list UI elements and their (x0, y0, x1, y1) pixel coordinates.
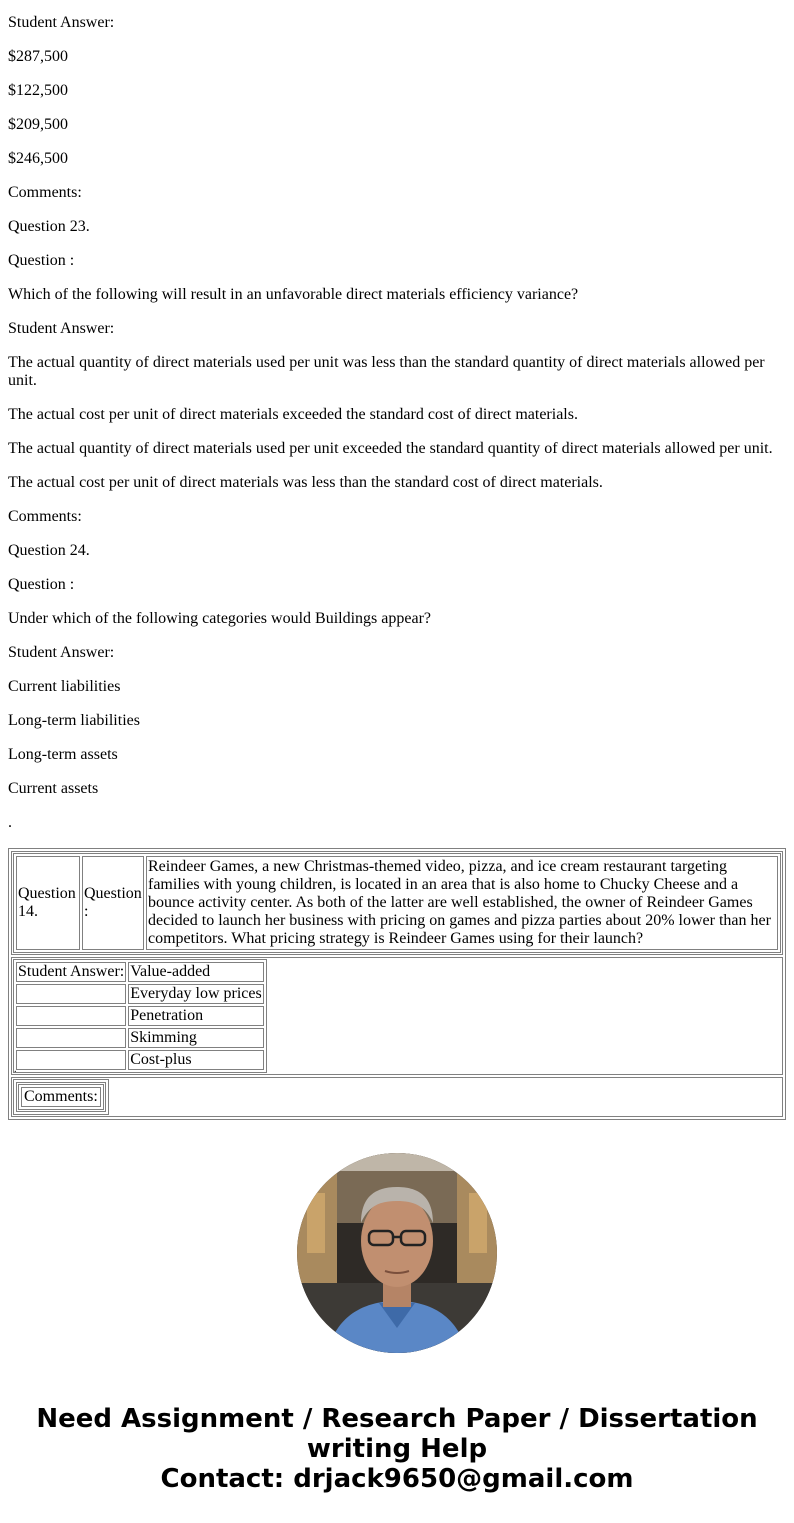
text-line: Student Answer: (8, 14, 115, 31)
answer-option: $287,500 (8, 48, 68, 65)
answer-option: Cost-plus (128, 1050, 264, 1070)
comments-cell (11, 1077, 783, 1117)
question-text: Reindeer Games, a new Christmas-themed video, pizza, and ice cream restaurant targeting families with young children, is located in an area that is also home to Chucky Cheese and a bounce activity center. As both of the latter are well established, the owner of Reindeer Games decided to launch her business with pricing on games and pizza parties about 20% lower than her competitors. What pricing strategy is Reindeer Games using for their launch? (146, 856, 778, 950)
answer-option: Value-added (128, 962, 264, 982)
empty-cell (16, 1006, 126, 1026)
answer-option: Everyday low prices (130, 985, 262, 1002)
answer-cell (11, 957, 783, 1075)
question-text: Which of the following will result in an unfavorable direct materials efficiency variance? (8, 286, 579, 303)
question-text: Under which of the following categories would Buildings appear? (8, 610, 431, 627)
answer-option: Long-term assets (8, 746, 118, 763)
answer-option: The actual quantity of direct materials used per unit exceeded the standard quantity of direct materials allowed per unit. (8, 440, 773, 457)
question-number: Question 24. (8, 542, 90, 559)
question-label: Question : (8, 252, 75, 269)
answer-option: Skimming (128, 1028, 264, 1048)
answer-option: $246,500 (8, 150, 68, 167)
question-header-table (13, 853, 781, 953)
student-answer-label: Student Answer: (18, 963, 125, 980)
empty-cell (16, 984, 126, 1004)
separator-dot: . (14, 1064, 17, 1075)
answer-option: Long-term liabilities (8, 712, 140, 729)
question-number: Question 23. (8, 218, 90, 235)
comments-label: Comments: (8, 508, 82, 525)
footer-headline: Need Assignment / Research Paper / Dissertation writing Help (36, 1404, 758, 1464)
question-label: Question : (8, 576, 75, 593)
footer-contact: Contact: drjack9650@gmail.com (160, 1464, 634, 1494)
question-14-table (8, 848, 786, 1120)
author-avatar (297, 1153, 497, 1353)
comments-label: Comments: (21, 1087, 101, 1107)
question-label: Question : (82, 856, 144, 950)
answer-option: $122,500 (8, 82, 68, 99)
contact-footer (0, 1404, 794, 1494)
separator-dot: . (8, 814, 12, 831)
empty-cell (16, 1050, 126, 1070)
question-number: Question 14. (16, 856, 80, 950)
answer-option: Current liabilities (8, 678, 121, 695)
answer-option: Penetration (128, 1006, 264, 1026)
comments-label: Comments: (8, 184, 82, 201)
avatar-photo (297, 1153, 497, 1353)
answer-option: The actual quantity of direct materials used per unit was less than the standard quantity of direct materials allowed per unit. (8, 354, 765, 389)
question-header-cell (11, 851, 783, 955)
empty-cell (16, 1028, 126, 1048)
student-answer-label: Student Answer: (8, 644, 115, 661)
answer-option: The actual cost per unit of direct materials exceeded the standard cost of direct materials. (8, 406, 578, 423)
student-answer-label: Student Answer: (8, 320, 115, 337)
answer-table (13, 959, 267, 1073)
answer-option: $209,500 (8, 116, 68, 133)
answer-option: The actual cost per unit of direct materials was less than the standard cost of direct materials. (8, 474, 603, 491)
answer-option: Current assets (8, 780, 99, 797)
comments-table (13, 1079, 109, 1115)
